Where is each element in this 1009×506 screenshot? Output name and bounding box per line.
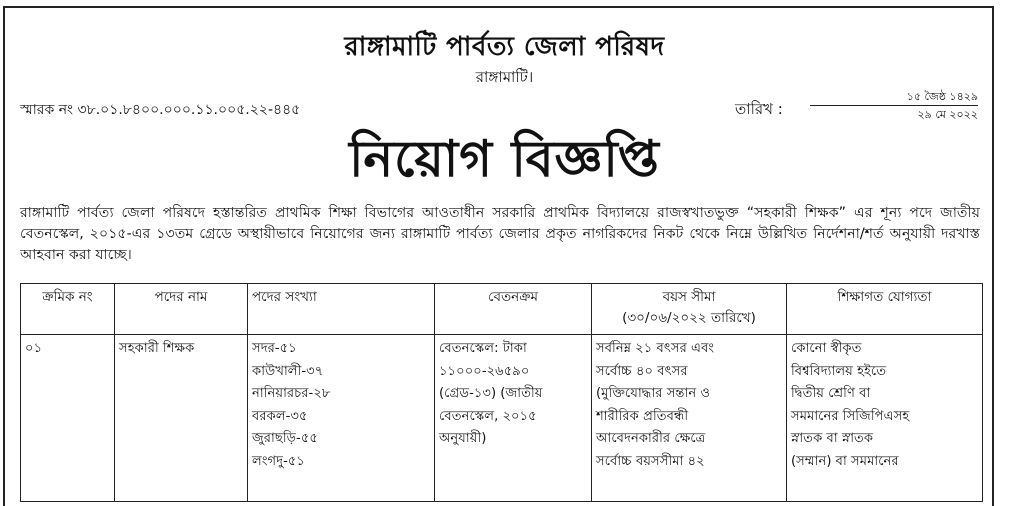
qualification-line: স্নাতক বা স্নাতক xyxy=(791,431,874,446)
table-row xyxy=(21,335,983,502)
qualification-line: সমমানের সিজিপিএসহ xyxy=(791,408,910,424)
row-serial: ০১ xyxy=(21,335,115,502)
qualification-line: কোনো স্বীকৃত xyxy=(791,341,862,356)
header-qualification: শিক্ষাগত যোগ্যতা xyxy=(787,284,983,335)
memo-number: স্মারক নং ৩৮.০১.৮৪০০.০০০.১১.০০৫.২২-৪৪৫ xyxy=(20,102,301,118)
age-limit-line: সর্বনিম্ন ২১ বৎসর এবং xyxy=(596,341,715,356)
pay-scale-line: (গ্রেড-১৩) (জাতীয় xyxy=(439,386,543,401)
header-post-count: পদের সংখ্যা xyxy=(248,284,435,335)
pay-scale-line: অনুযায়ী) xyxy=(439,431,487,446)
organization-name: রাঙ্গামাটি পার্বত্য জেলা পরিষদ xyxy=(344,32,665,62)
post-count-line: জুরাছড়ি-৫৫ xyxy=(252,431,318,446)
age-limit-line: সর্বোচ্চ বয়সসীমা ৪২ xyxy=(596,453,705,469)
age-limit-line: সর্বোচ্চ ৪০ বৎসর xyxy=(596,363,688,379)
qualification-line: দ্বিতীয় শ্রেণি বা xyxy=(791,386,871,401)
age-limit-line: (মুক্তিযোদ্ধার সন্তান ও xyxy=(596,386,711,401)
header-pay-scale: বেতনক্রম xyxy=(435,284,592,335)
pay-scale-line: বেতনস্কেল, ২০১৫ xyxy=(439,408,537,424)
date-english: ২৯ মে ২০২২ xyxy=(917,108,978,121)
date-label: তারিখ : xyxy=(735,100,783,118)
date-bangla: ১৫ জৈষ্ঠ ১৪২৯ xyxy=(810,88,978,106)
date-block xyxy=(810,88,978,123)
pay-scale-line: বেতনস্কেল: টাকা xyxy=(439,341,527,356)
post-count-line: বরকল-৩৫ xyxy=(252,408,308,424)
intro-paragraph: রাঙ্গামাটি পার্বত্য জেলা পরিষদে হস্তান্তরিত প্রাথমিক শিক্ষা বিভাগের আওতাধীন সরকারি প্রাথমিক বিদ্যালয়ে রাজস্বখাতভুক্ত “সহকারী শিক্ষক” এর শূন্য পদে জাতীয় বেতনস্কেল, ২০১৫-এর ১৩তম গ্রেডে অস্থায়ীভাবে নিয়োগের জন্য রাঙ্গামাটি পার্বত্য জেলার প্রকৃত নাগরিকদের নিকট থেকে নিম্নে উল্লিখিত নির্দেশনা/শর্ত অনুযায়ী দরখাস্ত আহবান করা যাচ্ছে। xyxy=(20,205,980,263)
post-count-line: নানিয়ারচর-২৮ xyxy=(252,386,331,401)
row-pay-scale xyxy=(435,335,592,502)
row-post-name: সহকারী শিক্ষক xyxy=(115,335,248,502)
age-limit-line: আবেদনকারীর ক্ষেত্রে xyxy=(596,431,706,446)
posts-table xyxy=(20,283,983,502)
header-serial: ক্রমিক নং xyxy=(21,284,115,335)
table-header-row xyxy=(21,284,983,335)
qualification-line: (সম্মান) বা সমমানের xyxy=(791,453,899,469)
age-limit-date: (৩০/০৬/২০২২ তারিখে) xyxy=(622,310,756,326)
header-age-limit xyxy=(592,284,787,335)
notice-title: নিয়োগ বিজ্ঞপ্তি xyxy=(349,130,660,188)
row-post-counts xyxy=(248,335,435,502)
row-qualification xyxy=(787,335,983,502)
header-post-name: পদের নাম xyxy=(115,284,248,335)
row-age-limit xyxy=(592,335,787,502)
post-count-line: লংগদু-৫১ xyxy=(252,453,305,469)
organization-place: রাঙ্গামাটি। xyxy=(475,68,534,86)
post-count-line: সদর-৫১ xyxy=(252,341,297,356)
pay-scale-line: ১১০০০-২৬৫৯০ xyxy=(439,363,530,379)
age-limit-line: শারীরিক প্রতিবন্ধী xyxy=(596,408,689,424)
qualification-line: বিশ্ববিদ্যালয় হইতে xyxy=(791,363,887,379)
age-limit-title: বয়স সীমা xyxy=(662,289,716,305)
post-count-line: কাউখালী-৩৭ xyxy=(252,363,324,379)
